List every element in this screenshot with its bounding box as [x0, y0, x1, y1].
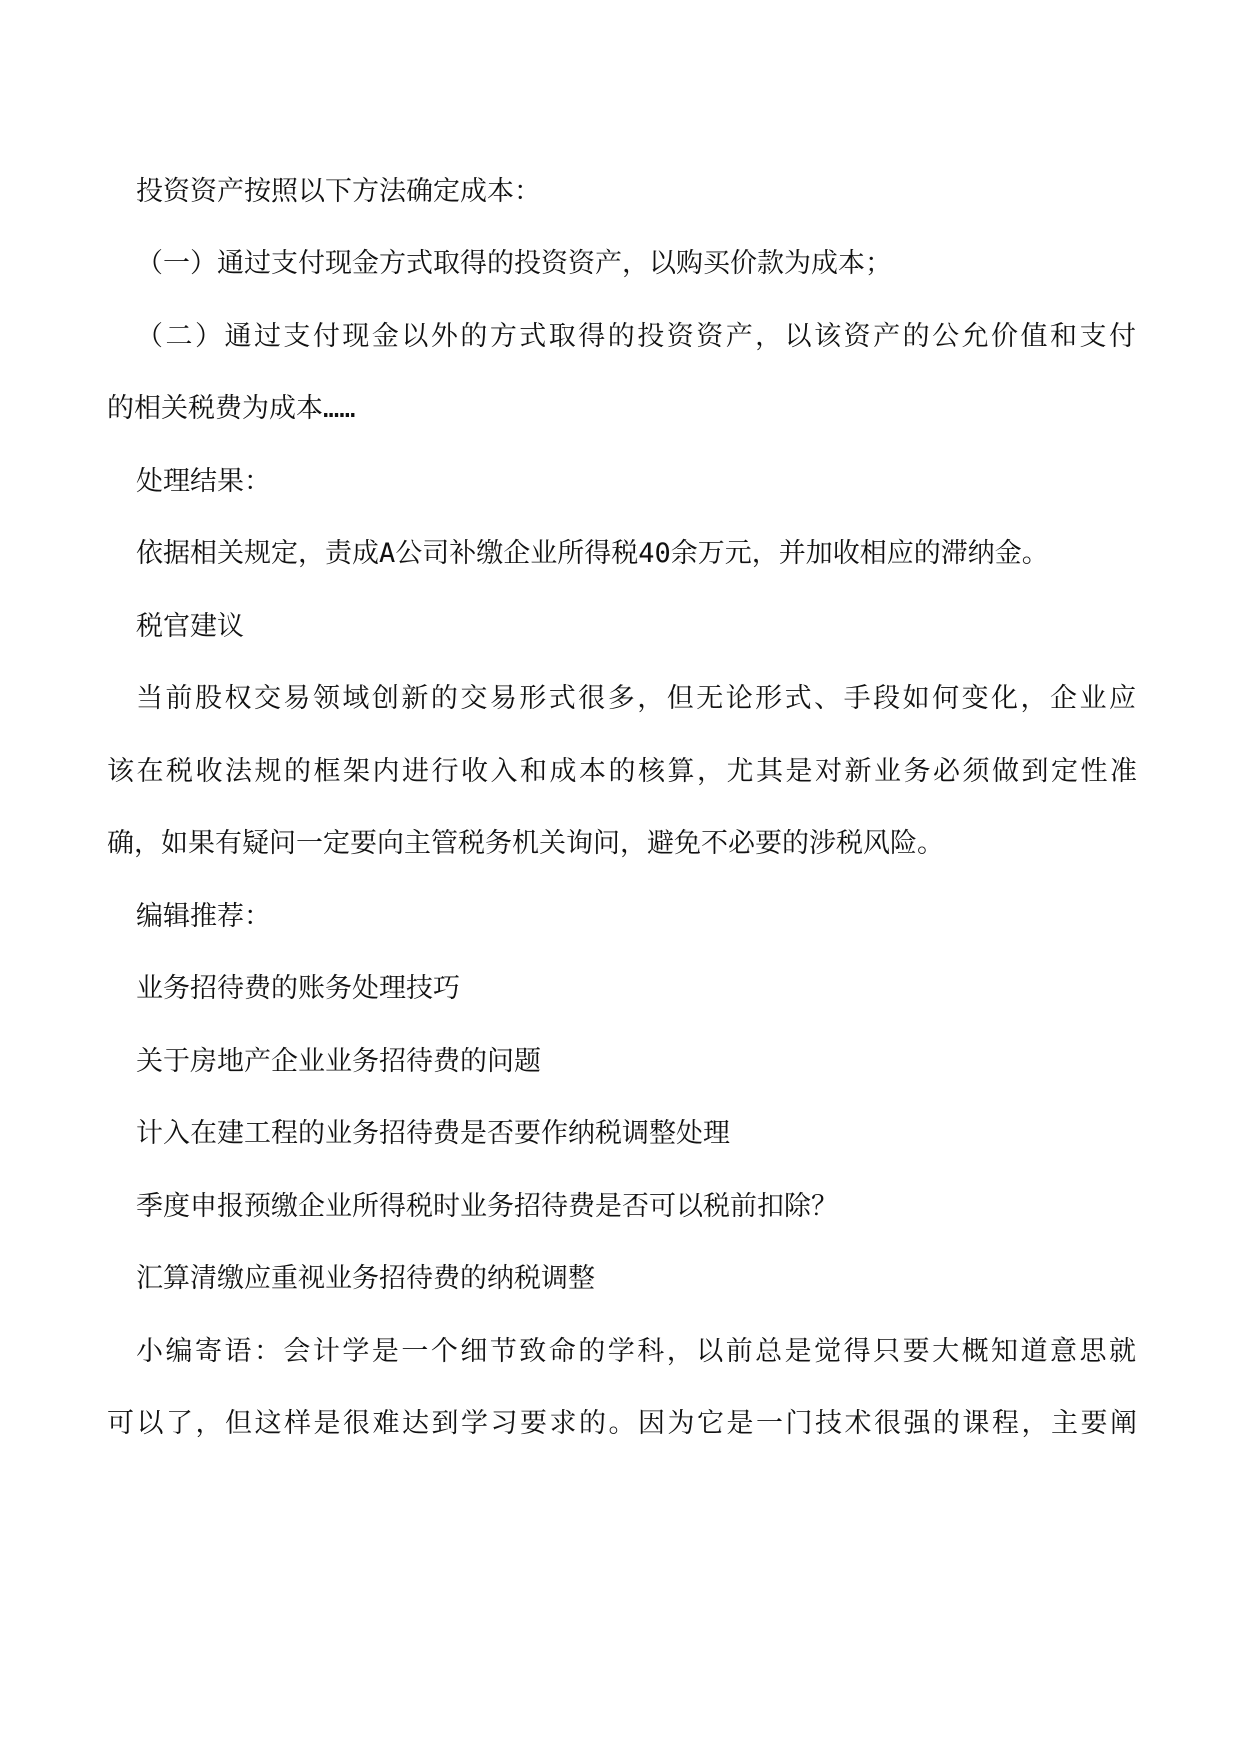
paragraph-advice-line-1: 当前股权交易领域创新的交易形式很多，但无论形式、手段如何变化，企业应	[136, 683, 1136, 714]
paragraph-advice-line-3: 确，如果有疑问一定要向主管税务机关询问，避免不必要的涉税风险。	[107, 828, 944, 859]
recommended-link-3: 计入在建工程的业务招待费是否要作纳税调整处理	[136, 1118, 730, 1149]
paragraph-advice-line-2: 该在税收法规的框架内进行收入和成本的核算，尤其是对新业务必须做到定性准	[107, 756, 1137, 787]
paragraph-handling-result: 依据相关规定，责成A公司补缴企业所得税40余万元，并加收相应的滞纳金。	[136, 538, 1049, 569]
paragraph-investment-cost-intro: 投资资产按照以下方法确定成本：	[136, 176, 541, 207]
paragraph-editor-note-line-1: 小编寄语：会计学是一个细节致命的学科，以前总是觉得只要大概知道意思就	[136, 1336, 1136, 1367]
paragraph-item-two-line-1: （二）通过支付现金以外的方式取得的投资资产，以该资产的公允价值和支付	[136, 321, 1136, 352]
heading-handling-result: 处理结果：	[136, 466, 271, 497]
recommended-link-2: 关于房地产企业业务招待费的问题	[136, 1046, 541, 1077]
paragraph-editor-note-line-2: 可以了，但这样是很难达到学习要求的。因为它是一门技术很强的课程，主要阐	[107, 1408, 1137, 1439]
recommended-link-4: 季度申报预缴企业所得税时业务招待费是否可以税前扣除？	[136, 1191, 838, 1222]
paragraph-item-two-line-2: 的相关税费为成本……	[107, 393, 356, 424]
heading-editor-recommendation: 编辑推荐：	[136, 901, 271, 932]
heading-tax-officer-advice: 税官建议	[136, 611, 244, 642]
recommended-link-1: 业务招待费的账务处理技巧	[136, 973, 460, 1004]
paragraph-item-one: （一）通过支付现金方式取得的投资资产，以购买价款为成本；	[136, 248, 892, 279]
recommended-link-5: 汇算清缴应重视业务招待费的纳税调整	[136, 1263, 595, 1294]
